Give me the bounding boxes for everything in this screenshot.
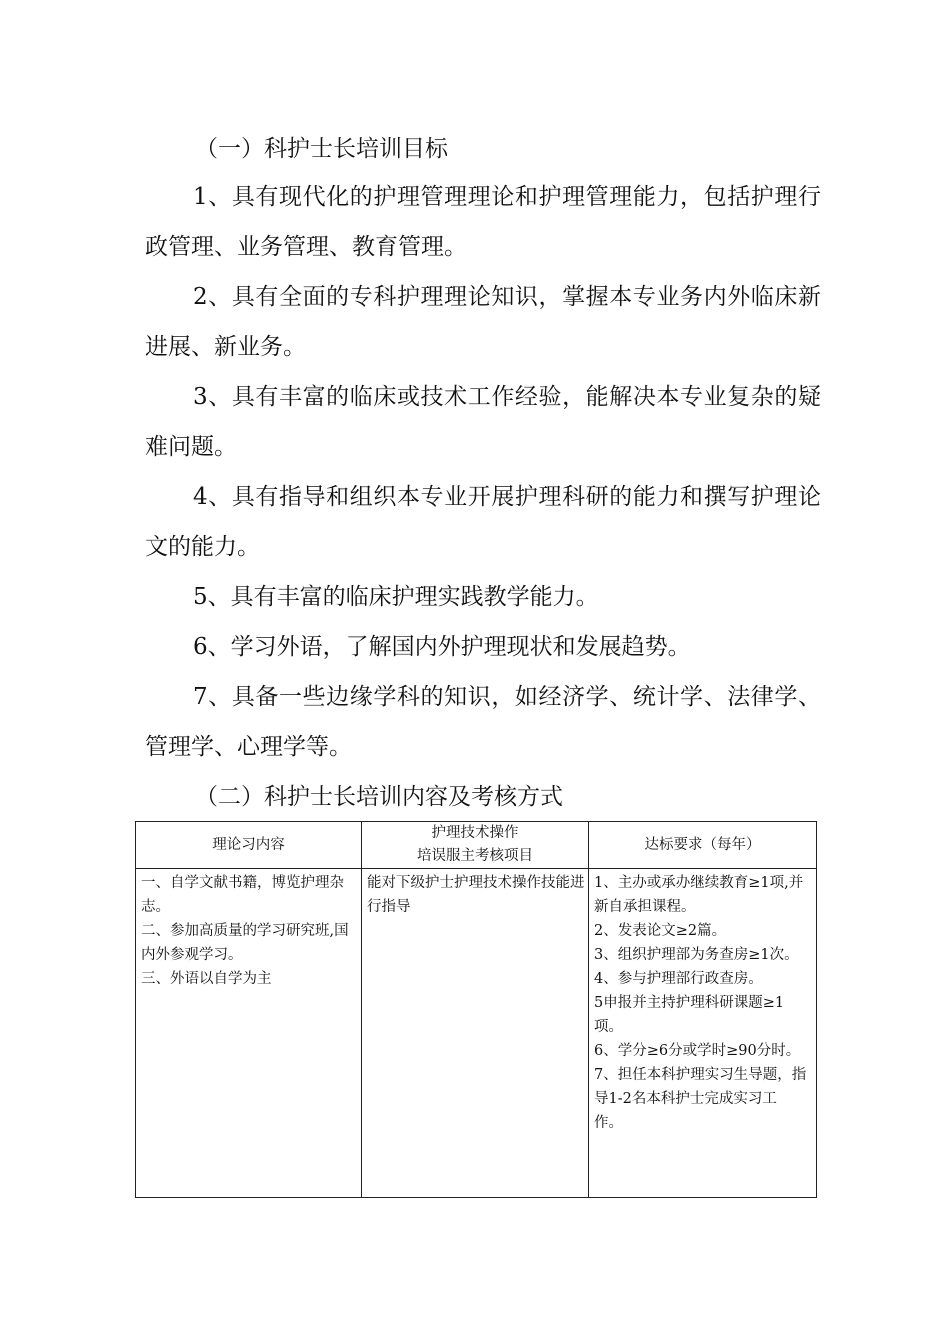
- goal-item-6: 6、学习外语，了解国内外护理现状和发展趋势。: [193, 634, 691, 660]
- header-skills-line-1: 护理技术操作: [431, 825, 519, 841]
- table-header-row: [136, 822, 817, 869]
- goal-item-2: 2、具有全面的专科护理理论知识，掌握本专业务内外临床新进展、新业务。: [145, 284, 821, 360]
- requirement-item: 2、发表论文≥2篇。: [594, 923, 727, 939]
- theory-item: 二、参加高质量的学习研究班,国内外参观学习。: [141, 923, 349, 963]
- requirement-item: 3、组织护理部为务查房≥1次。: [594, 947, 799, 963]
- requirement-item: 4、参与护理部行政查房。: [594, 971, 763, 987]
- requirement-item: 作。: [594, 1115, 623, 1131]
- requirement-item: 6、学分≥6分或学时≥90分时。: [594, 1043, 801, 1059]
- header-annual-requirements: 达标要求（每年）: [589, 822, 817, 869]
- requirement-item: 1、主办或承办继续教育≥1项,并新自承担课程。: [594, 875, 804, 915]
- section2-heading: （二）科护士长培训内容及考核方式: [195, 784, 563, 810]
- theory-item: 一、自学文献书籍，博览护理杂志。: [141, 875, 344, 915]
- requirements-cell: [589, 869, 817, 1198]
- section1-heading: （一）科护士长培训目标: [195, 136, 448, 162]
- goal-item-3: 3、具有丰富的临床或技术工作经验，能解决本专业复杂的疑难问题。: [145, 384, 821, 460]
- goal-item-4: 4、具有指导和组织本专业开展护理科研的能力和撰写护理论文的能力。: [145, 484, 821, 560]
- requirement-item: 5申报并主持护理科研课题≥1项。: [594, 995, 785, 1035]
- header-skills-assessment: [362, 822, 589, 869]
- theory-content-cell: [136, 869, 362, 1198]
- table-row: [136, 869, 817, 1198]
- header-skills-line-2: 培误服主考核项目: [417, 848, 533, 864]
- goal-item-1: 1、具有现代化的护理管理理论和护理管理能力，包括护理行政管理、业务管理、教育管理。: [145, 184, 821, 260]
- header-theory-content: 理论习内容: [136, 822, 362, 869]
- theory-item: 三、外语以自学为主: [141, 971, 272, 987]
- skills-cell: 能对下级护士护理技术操作技能进行指导: [362, 869, 589, 1198]
- goal-item-5: 5、具有丰富的临床护理实践教学能力。: [193, 584, 599, 610]
- goal-item-7: 7、具备一些边缘学科的知识，如经济学、统计学、法律学、管理学、心理学等。: [145, 684, 821, 760]
- training-table: [135, 821, 817, 1198]
- requirement-item: 7、担任本科护理实习生导题，指导1-2名本科护士完成实习工: [594, 1067, 807, 1107]
